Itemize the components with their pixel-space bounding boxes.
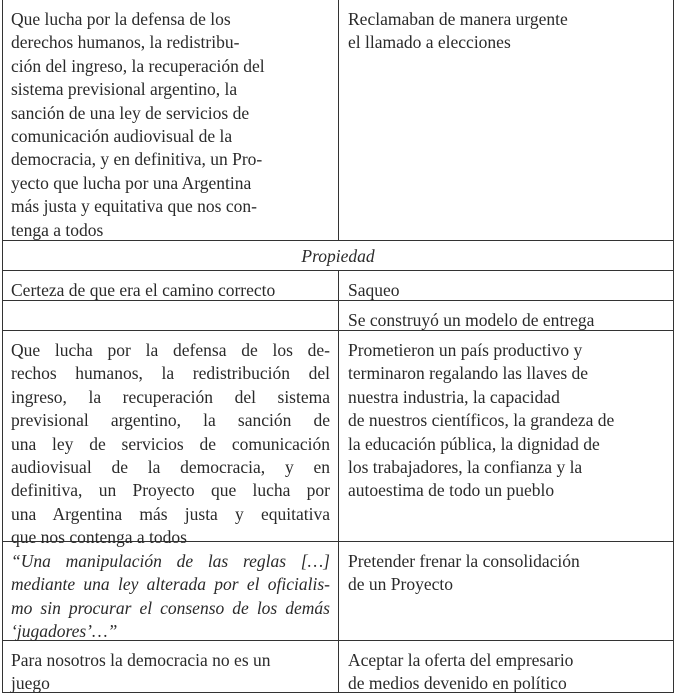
cell-line: terminaron regalando las llaves de <box>348 363 589 384</box>
cell-line: Prometieron un país productivo y <box>348 340 583 360</box>
cell-line: mo sin procurar el consenso de los demás <box>11 597 330 618</box>
cell-line: de un Proyecto <box>348 574 453 595</box>
cell-line: yecto que lucha por una Argentina <box>11 172 252 193</box>
cell-line: los trabajadores, la confianza y la <box>348 457 583 478</box>
cell-line: definitiva, un Proyecto que lucha por <box>11 480 330 501</box>
cell-line: derechos humanos, la redistribu- <box>11 32 240 53</box>
cell-line: la educación pública, la dignidad de <box>348 433 600 454</box>
right-cell <box>339 542 673 640</box>
cell-line: comunicación audiovisual de la <box>11 126 233 147</box>
cell-line: ‘jugadores’…” <box>11 621 118 642</box>
right-cell <box>339 0 673 240</box>
right-cell <box>339 641 673 692</box>
cell-line: democracia, y en definitiva, un Pro- <box>11 149 263 170</box>
cell-line: Se construyó un modelo de entrega <box>348 310 595 330</box>
cell-line: mediante una ley alterada por el oficialis- <box>11 574 330 595</box>
left-cell <box>3 331 339 548</box>
cell-line: ingreso, la recuperación del sistema <box>11 386 330 407</box>
cell-line: Que lucha por la defensa de los <box>11 9 231 29</box>
cell-line: juego <box>11 673 50 694</box>
cell-line: de nuestros científicos, la grandeza de <box>348 410 615 431</box>
cell-line: “Una manipulación de las reglas […] <box>11 551 330 571</box>
cell-line: tenga a todos <box>11 219 104 240</box>
table-row <box>3 300 673 330</box>
cell-line: Para nosotros la democracia no es un <box>11 650 271 670</box>
section-title: Propiedad <box>301 246 375 266</box>
cell-line: sistema previsional argentino, la <box>11 79 238 100</box>
cell-line: rechos humanos, la redistribución del <box>11 363 330 384</box>
cell-line: nuestra industria, la capacidad <box>348 386 560 407</box>
cell-line: Reclamaban de manera urgente <box>348 9 568 29</box>
left-cell <box>3 542 339 640</box>
cell-line: ción del ingreso, la recuperación del <box>11 55 265 76</box>
left-cell <box>3 271 339 300</box>
left-cell <box>3 301 339 330</box>
cell-line: que nos contenga a todos <box>11 527 187 548</box>
cell-line: una ley de servicios de comunicación <box>11 433 330 454</box>
cell-line: Saqueo <box>348 280 400 300</box>
comparison-table <box>2 0 674 693</box>
cell-line: sanción de una ley de servicios de <box>11 102 250 123</box>
table-row <box>3 330 673 548</box>
cell-line: audiovisual de la democracia, y en <box>11 457 330 478</box>
left-cell <box>3 641 339 692</box>
cell-line: más justa y equitativa que nos con- <box>11 196 257 217</box>
cell-line: Que lucha por la defensa de los de- <box>11 340 330 360</box>
table-row <box>3 0 673 240</box>
cell-line: el llamado a elecciones <box>348 32 511 53</box>
cell-line: de medios devenido en político <box>348 673 567 694</box>
cell-line: autoestima de todo un pueblo <box>348 480 555 501</box>
cell-line: Pretender frenar la consolidación <box>348 551 580 571</box>
cell-line: previsional argentino, la sanción de <box>11 410 330 431</box>
cell-line: Aceptar la oferta del empresario <box>348 650 574 670</box>
table-row <box>3 541 673 640</box>
right-cell <box>339 271 673 300</box>
cell-line: una Argentina más justa y equitativa <box>11 503 330 524</box>
left-cell <box>3 0 339 240</box>
cell-line: Certeza de que era el camino correcto <box>11 280 276 300</box>
section-header-row <box>3 240 673 270</box>
table-row <box>3 270 673 300</box>
right-cell <box>339 331 673 541</box>
table-row <box>3 640 673 692</box>
right-cell <box>339 301 673 330</box>
